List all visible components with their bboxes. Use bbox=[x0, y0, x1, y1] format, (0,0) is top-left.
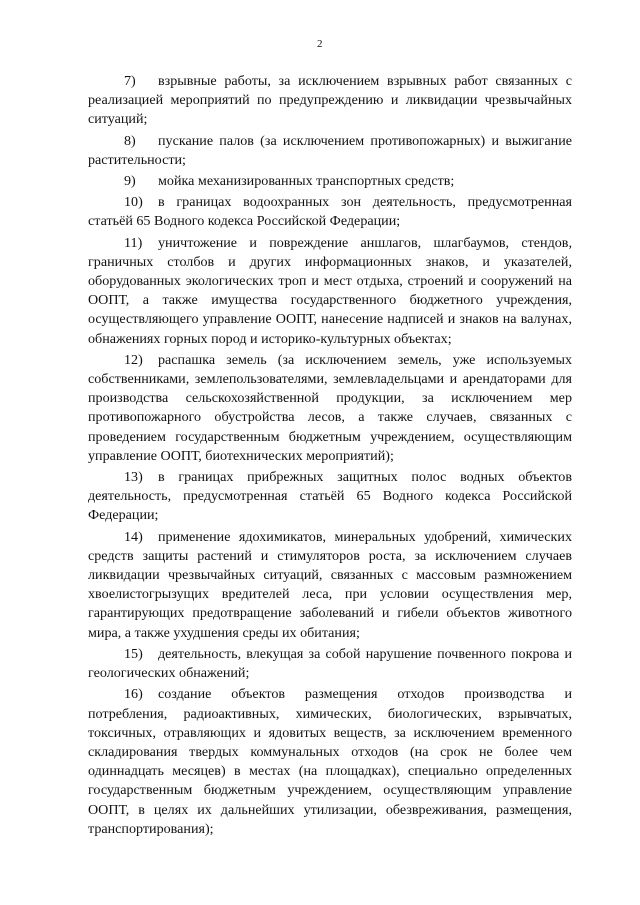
list-item-15 bbox=[88, 645, 572, 683]
item-number: 12) bbox=[124, 351, 143, 368]
document-body bbox=[88, 72, 572, 841]
item-number: 13) bbox=[124, 469, 143, 486]
item-text: создание объектов размещения отходов производства и потребления, радиоактивных, химических, биологических, взрывчатых, токсичных, отравляющих и ядовитых веществ, за исключением временного складирования твердых коммунальных отходов (на срок не более чем одиннадцать месяцев) в местах (на площадках), специально определенных государственным бюджетным учреждением, осуществляющим управление ООПТ, в целях их дальнейших утилизации, обезвреживания, размещения, транспортирования); bbox=[88, 686, 572, 837]
list-item-9 bbox=[88, 172, 572, 191]
item-text: распашка земель (за исключением земель, уже используемых собственниками, землепользователями, землевладельцами и арендаторами для производства сельскохозяйственной продукции, за исключением мер противопожарного обустройства лесов, а также случаев, связанных с проведением государственным бюджетным учреждением, осуществляющим управление ООПТ, биотехнических мероприятий); bbox=[88, 351, 572, 464]
item-number: 15) bbox=[124, 645, 143, 662]
list-item-16 bbox=[88, 685, 572, 839]
item-number: 14) bbox=[124, 528, 143, 545]
item-text: пускание палов (за исключением противопожарных) и выжигание растительности; bbox=[88, 132, 572, 168]
list-item-13 bbox=[88, 468, 572, 526]
page-number: 2 bbox=[317, 38, 323, 50]
list-item-12 bbox=[88, 351, 572, 466]
list-item-11 bbox=[88, 234, 572, 349]
list-item-10 bbox=[88, 193, 572, 231]
list-item-14 bbox=[88, 528, 572, 643]
item-number: 8) bbox=[124, 132, 136, 149]
item-number: 10) bbox=[124, 194, 143, 211]
item-number: 9) bbox=[124, 173, 136, 190]
item-text: взрывные работы, за исключением взрывных работ связанных с реализацией мероприятий по предупреждению и ликвидации чрезвычайных ситуаций; bbox=[88, 73, 572, 128]
item-number: 7) bbox=[124, 73, 136, 89]
item-text: в границах водоохранных зон деятельность, предусмотренная статьёй 65 Водного кодекса Российской Федерации; bbox=[88, 194, 572, 230]
item-text: в границах прибрежных защитных полос водных объектов деятельность, предусмотренная статьёй 65 Водного кодекса Российской Федерации; bbox=[88, 469, 572, 524]
item-number: 11) bbox=[124, 234, 143, 251]
item-text: деятельность, влекущая за собой нарушение почвенного покрова и геологических обнажений; bbox=[88, 645, 572, 682]
item-text: мойка механизированных транспортных средств; bbox=[158, 173, 455, 190]
list-item-7 bbox=[88, 72, 572, 130]
item-number: 16) bbox=[124, 686, 143, 703]
item-text: применение ядохимикатов, минеральных удобрений, химических средств защиты растений и стимуляторов роста, за исключением случаев ликвидации чрезвычайных ситуаций, связанных с массовым размножением хвоелистогрызущих вредителей леса, при условии осуществления мер, гарантирующих предотвращение заболеваний и гибели объектов животного мира, а также ухудшения среды их обитания; bbox=[88, 528, 572, 641]
list-item-8 bbox=[88, 132, 572, 170]
item-text: уничтожение и повреждение аншлагов, шлагбаумов, стендов, граничных столбов и других информационных знаков, и указателей, оборудованных экологических троп и мест отдыха, строений и сооружений на ООПТ, а также имущества государственного бюджетного учреждения, осуществляющего управление ООПТ, нанесение надписей и знаков на валунах, обнажениях горных пород и историко-культурных объектах; bbox=[88, 234, 572, 347]
